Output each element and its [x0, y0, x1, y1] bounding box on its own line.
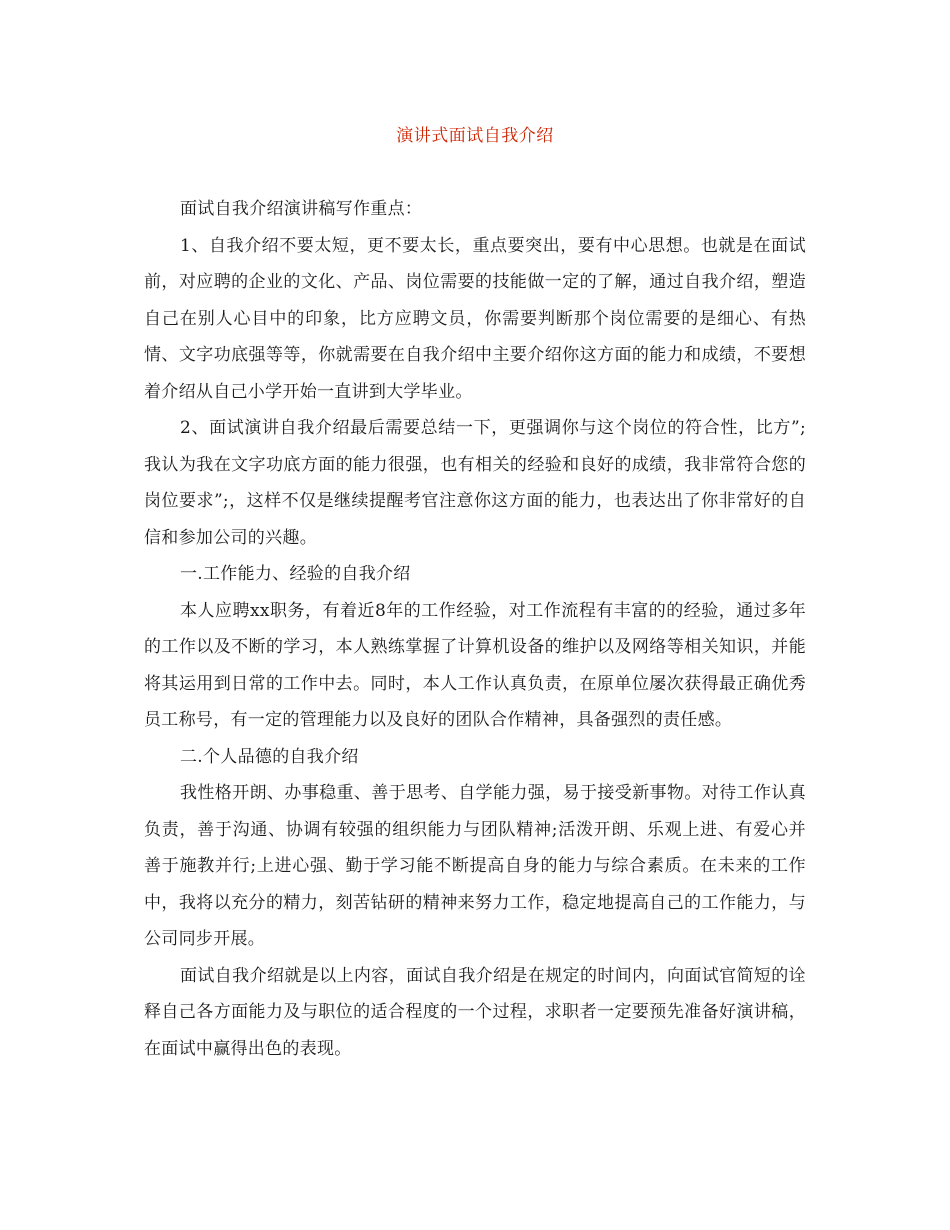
paragraph-work-ability: 本人应聘xx职务，有着近8年的工作经验，对工作流程有丰富的的经验，通过多年的工作以及不断的学习，本人熟练掌握了计算机设备的维护以及网络等相关知识，并能将其运用到日常的工作中去。同时，本人工作认真负责，在原单位屡次获得最正确优秀员工称号，有一定的管理能力以及良好的团队合作精神，具备强烈的责任感。 [144, 600, 806, 730]
paragraph-point-2: 2、面试演讲自我介绍最后需要总结一下，更强调你与这个岗位的符合性，比方”;我认为我在文字功底方面的能力很强，也有相关的经验和良好的成绩，我非常符合您的岗位要求”;，这样不仅是继续提醒考官注意你这方面的能力，也表达出了你非常好的自信和参加公司的兴趣。 [144, 418, 806, 548]
section-heading-work-ability: 一.工作能力、经验的自我介绍 [180, 564, 411, 584]
section-heading-personal-character: 二.个人品德的自我介绍 [180, 746, 359, 767]
paragraph-conclusion: 面试自我介绍就是以上内容，面试自我介绍是在规定的时间内，向面试官简短的诠释自己各方面能力及与职位的适合程度的一个过程，求职者一定要预先准备好演讲稿，在面试中赢得出色的表现。 [144, 965, 806, 1059]
paragraph-point-1: 1、自我介绍不要太短，更不要太长，重点要突出，要有中心思想。也就是在面试前，对应聘的企业的文化、产品、岗位需要的技能做一定的了解，通过自我介绍，塑造自己在别人心目中的印象，比方应聘文员，你需要判断那个岗位需要的是细心、有热情、文字功底强等等，你就需要在自我介绍中主要介绍你这方面的能力和成绩，不要想着介绍从自己小学开始一直讲到大学毕业。 [144, 235, 806, 402]
paragraph-intro: 面试自我介绍演讲稿写作重点： [180, 199, 423, 219]
document-title: 演讲式面试自我介绍 [396, 126, 554, 146]
paragraph-personal-character: 我性格开朗、办事稳重、善于思考、自学能力强，易于接受新事物。对待工作认真负责，善于沟通、协调有较强的组织能力与团队精神;活泼开朗、乐观上进、有爱心并善于施教并行;上进心强、勤于学习能不断提高自身的能力与综合素质。在未来的工作中，我将以充分的精力，刻苦钻研的精神来努力工作，稳定地提高自己的工作能力，与公司同步开展。 [144, 783, 806, 949]
document-body [144, 191, 806, 1067]
